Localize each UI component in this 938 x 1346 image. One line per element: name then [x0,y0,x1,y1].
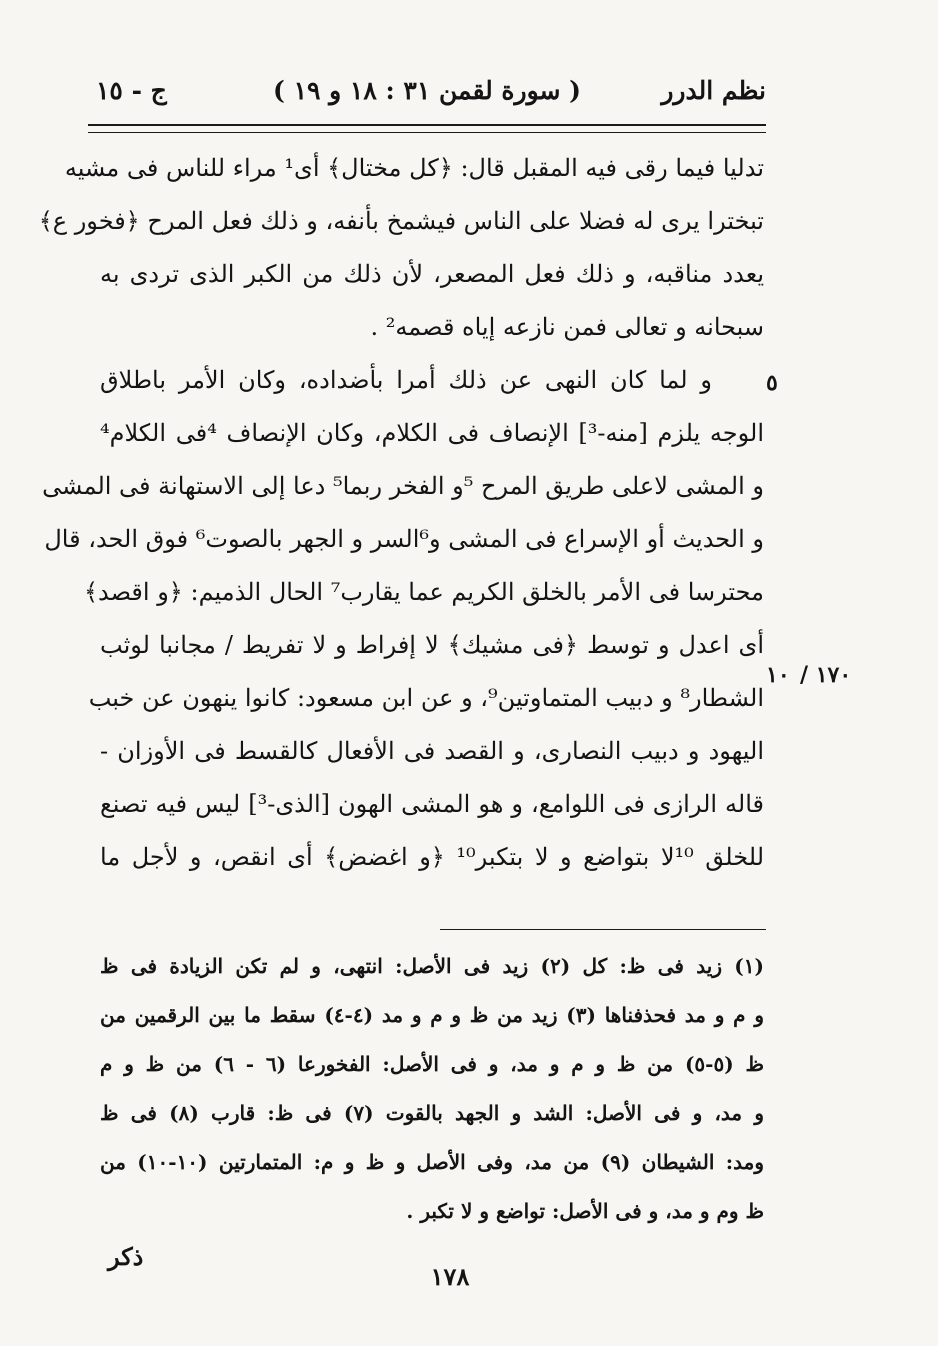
main-text [38,142,765,922]
text-line: اليهود و دبيب النصارى، و القصد فى الأفعال كالقسط فى الأوزان - [100,737,764,765]
footnote-line: ومد: الشيطان (٩) من مد، وفى الأصل و ظ و م: المتمارتين (١٠-١٠) من [100,1150,765,1174]
running-header [96,68,766,114]
footnote-line: و م و مد فحذفناها (٣) زيد من ظ و م و مد (٤-٤) سقط ما بين الرقمين من [100,1003,764,1027]
text-line: للخلق ¹⁰لا بتواضع و لا بتكبر¹⁰ ﴿و اغضض﴾ أى انقص، و لأجل ما [100,843,765,871]
text-line: محترسا فى الأمر بالخلق الكريم عما يقارب⁷ الحال الذميم: ﴿و اقصد﴾ [83,578,764,606]
catchword: ذكر [108,1242,144,1271]
line-number-10: ١٠ [766,662,790,688]
footnotes [100,942,764,1236]
text-line: و الحديث أو الإسراع فى المشى و⁶السر و الجهر بالصوت⁶ فوق الحد، قال [44,525,764,553]
text-line: الشطار⁸ و دبيب المتماوتين⁹، و عن ابن مسعود: كانوا ينهون عن خبب [88,684,764,712]
text-line: سبحانه و تعالى فمن نازعه إياه قصمه² . [370,313,764,341]
text-line: و المشى لاعلى طريق المرح ⁵و الفخر ربما⁵ دعا إلى الاستهانة فى المشى [42,472,764,500]
text-line: يعدد مناقبه، و ذلك فعل المصعر، لأن ذلك من الكبر الذى تردى به [100,260,764,288]
text-line: تبخترا يرى له فضلا على الناس فيشمخ بأنفه، و ذلك فعل المرح ﴿فخور ع﴾ [38,207,764,235]
text-line: الوجه يلزم [منه-³] الإنصاف فى الكلام، وكان الإنصاف ⁴فى الكلام⁴ [100,419,764,447]
folio-marker: ١٧٠ / [800,662,852,688]
footnote-line: و مد، و فى الأصل: الشد و الجهد بالقوت (٧) فى ظ: قارب (٨) فى ظ [100,1101,764,1125]
line-number-5: ٥ [766,370,778,396]
text-line: تدليا فيما رقى فيه المقبل قال: ﴿كل مختال﴾ أى¹ مراء للناس فى مشيه [64,154,764,182]
text-line: قاله الرازى فى اللوامع، و هو المشى الهون [الذى-³] ليس فيه تصنع [100,790,764,818]
footnote-line: (١) زيد فى ظ: كل (٢) زيد فى الأصل: انتهى، و لم تكن الزيادة فى ظ [100,954,764,978]
part-reference: ج - ١٥ [96,76,167,105]
text-line: و لما كان النهى عن ذلك أمرا بأضداده، وكان الأمر باطلاق [100,366,712,394]
footnote-line: ظ وم و مد، و فى الأصل: تواضع و لا تكبر . [406,1199,764,1223]
footnote-line: ظ (٥-٥) من ظ و م و مد، و فى الأصل: الفخورعا (٦ - ٦) من ظ و م [100,1052,764,1076]
header-rule [88,124,766,133]
book-title: نظم الدرر [661,76,766,105]
text-line: أى اعدل و توسط ﴿فى مشيك﴾ لا إفراط و لا تفريط / مجانبا لوثب [100,631,765,659]
footnote-rule [440,929,766,930]
page-number: ١٧٨ [430,1262,470,1291]
surah-reference: ( سورة لقمن ٣١ : ١٨ و ١٩ ) [273,76,581,105]
